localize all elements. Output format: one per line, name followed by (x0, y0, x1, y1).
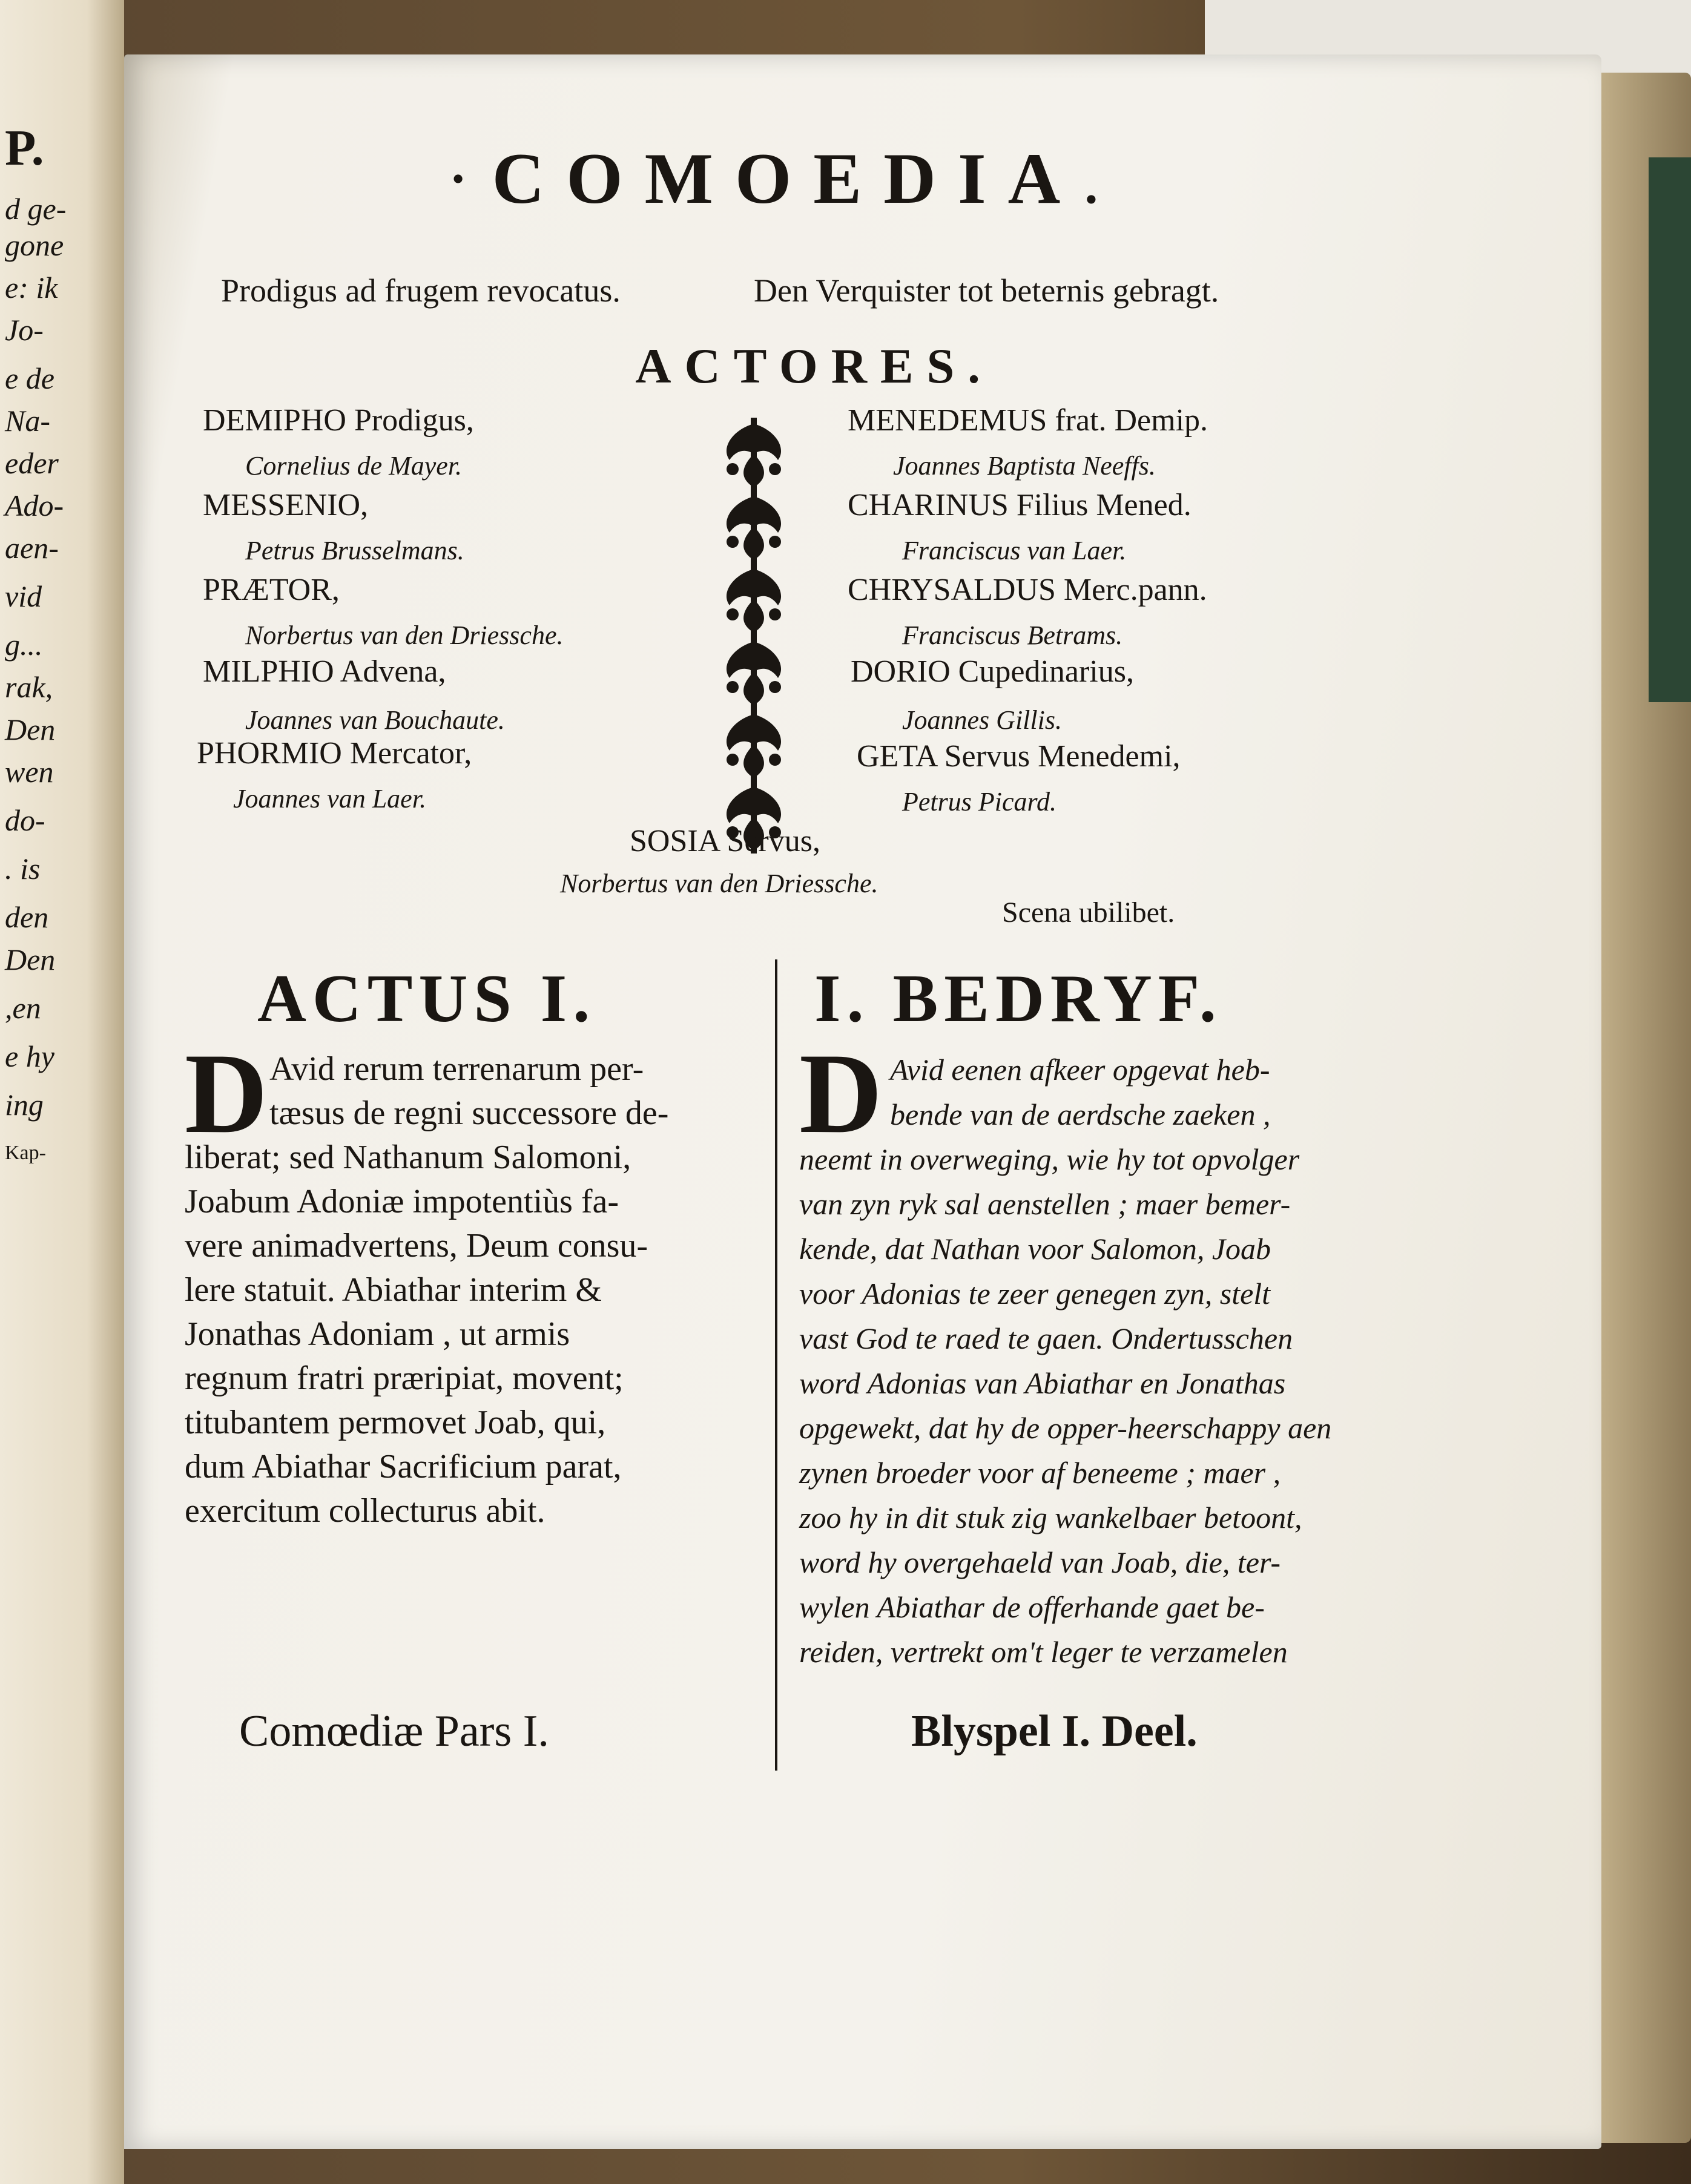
cast-actor: Franciscus Betrams. (902, 620, 1123, 650)
cast-role: GETA Servus Menedemi, (857, 739, 1181, 774)
cast-actor: Franciscus van Laer. (902, 536, 1127, 565)
left-page-fragment: d ge- (5, 192, 67, 226)
left-page-fragment: e hy (5, 1039, 54, 1073)
dutch-line: wylen Abiathar de offerhande gaet be- (799, 1590, 1265, 1624)
left-page-fragment: . is (5, 852, 41, 886)
cast-actor-center: Norbertus van den Driessche. (560, 869, 878, 898)
cast-actor: Petrus Picard. (902, 787, 1056, 817)
cast-actor: Joannes van Laer. (233, 784, 426, 814)
page-title (330, 139, 1238, 218)
left-page-fragment: ing (5, 1088, 44, 1122)
cast-actor: Norbertus van den Driessche. (245, 620, 564, 650)
left-page-fragment: Den (5, 712, 56, 746)
cast-actor: Petrus Brusselmans. (245, 536, 464, 565)
left-page-fragment: P. (5, 120, 44, 176)
cast-actor: Joannes van Bouchaute. (245, 705, 505, 735)
floral-ornament-column (708, 418, 799, 854)
title-dot-left: · (446, 138, 492, 219)
left-page-fragment: wen (5, 755, 54, 789)
subtitle-dutch: Den Verquister tot beternis gebragt. (754, 272, 1219, 309)
dutch-line: vast God te raed te gaen. Ondertusschen (799, 1321, 1293, 1355)
dutch-line: bende van de aerdsche zaeken , (890, 1097, 1271, 1131)
cast-role: PHORMIO Mercator, (197, 736, 472, 771)
left-page-fragment: do- (5, 803, 45, 837)
latin-dropcap: D (185, 1030, 268, 1157)
left-page-fragment: ,en (5, 991, 41, 1025)
act-heading-latin: ACTUS I. (257, 961, 596, 1036)
cast-role: CHARINUS Filius Mened. (848, 488, 1192, 522)
dutch-line: zoo hy in dit stuk zig wankelbaer betoont, (799, 1501, 1302, 1534)
cast-role: MILPHIO Advena, (203, 654, 446, 689)
latin-line: vere animadvertens, Deum consu- (185, 1227, 648, 1265)
left-page-fragment: rak, (5, 670, 53, 704)
latin-line: Avid rerum terrenarum per- (269, 1050, 644, 1088)
cast-role: PRÆTOR, (203, 573, 340, 607)
left-page-fragment: e de (5, 361, 54, 395)
dutch-line: reiden, vertrekt om't leger te verzamelen (799, 1635, 1288, 1669)
left-page-fragment: gone (5, 228, 64, 262)
latin-line: regnum fratri præripiat, movent; (185, 1360, 624, 1397)
cast-role: DEMIPHO Prodigus, (203, 403, 474, 438)
dutch-line: word Adonias van Abiathar en Jonathas (799, 1366, 1286, 1400)
cast-role: MENEDEMUS frat. Demip. (848, 403, 1208, 438)
left-facing-page (0, 0, 124, 2184)
title-text: COMOEDIA (492, 138, 1083, 219)
latin-line: titubantem permovet Joab, qui, (185, 1404, 606, 1441)
latin-line: lere statuit. Abiathar interim & (185, 1271, 602, 1309)
title-dot-right: . (1082, 138, 1122, 219)
dutch-line: neemt in overweging, wie hy tot opvolger (799, 1142, 1300, 1176)
dutch-dropcap: D (799, 1030, 883, 1157)
left-page-fragment: Na- (5, 404, 50, 438)
dutch-line: opgewekt, dat hy de opper-heerschappy aen (799, 1411, 1332, 1445)
left-page-fragment: vid (5, 579, 42, 613)
latin-line: dum Abiathar Sacrificium parat, (185, 1448, 622, 1485)
left-page-fragment: Den (5, 942, 56, 976)
cast-role: MESSENIO, (203, 488, 369, 522)
dutch-line: van zyn ryk sal aenstellen ; maer bemer- (799, 1187, 1291, 1221)
dutch-argument (799, 1030, 1495, 1674)
dutch-line: word hy overgehaeld van Joab, die, ter- (799, 1545, 1281, 1579)
dutch-line: voor Adonias te zeer genegen zyn, stelt (799, 1277, 1271, 1311)
cast-actor: Joannes Baptista Neeffs. (893, 451, 1156, 481)
left-page-fragment: Kap- (5, 1142, 46, 1164)
actores-heading: ACTORES. (635, 338, 994, 393)
left-page-fragment: Ado- (5, 488, 64, 522)
book-cover-edge (1649, 157, 1691, 702)
latin-line: exercitum collecturus abit. (185, 1492, 546, 1530)
left-page-fragment: aen- (5, 531, 59, 565)
dutch-line: Avid eenen afkeer opgevat heb- (890, 1053, 1270, 1087)
latin-line: tæsus de regni successore de- (269, 1094, 669, 1132)
footer-latin: Comœdiæ Pars I. (239, 1706, 549, 1756)
latin-argument (185, 1030, 748, 1533)
subtitle-latin: Prodigus ad frugem revocatus. (221, 272, 621, 309)
scene-note: Scena ubilibet. (1002, 896, 1175, 929)
latin-line: liberat; sed Nathanum Salomoni, (185, 1139, 631, 1176)
left-page-fragment: g... (5, 628, 43, 662)
column-divider (775, 959, 777, 1771)
left-page-fragment: Jo- (5, 313, 44, 347)
cast-role-center: SOSIA Servus, (630, 824, 820, 858)
left-page-fragment: e: ik (5, 271, 58, 304)
cast-role: CHRYSALDUS Merc.pann. (848, 573, 1207, 607)
dutch-line: kende, dat Nathan voor Salomon, Joab (799, 1232, 1271, 1266)
act-heading-dutch: I. BEDRYF. (814, 961, 1222, 1036)
dutch-line: zynen broeder voor af beneeme ; maer , (799, 1456, 1281, 1490)
footer-dutch: Blyspel I. Deel. (911, 1706, 1198, 1756)
latin-line: Jonathas Adoniam , ut armis (185, 1315, 570, 1353)
left-page-fragment: eder (5, 446, 59, 480)
latin-line: Joabum Adoniæ impotentiùs fa- (185, 1183, 619, 1220)
cast-actor: Joannes Gillis. (902, 705, 1062, 735)
cast-actor: Cornelius de Mayer. (245, 451, 463, 481)
left-page-fragment: den (5, 900, 49, 934)
cast-role: DORIO Cupedinarius, (851, 654, 1134, 689)
book-page (124, 54, 1601, 2149)
